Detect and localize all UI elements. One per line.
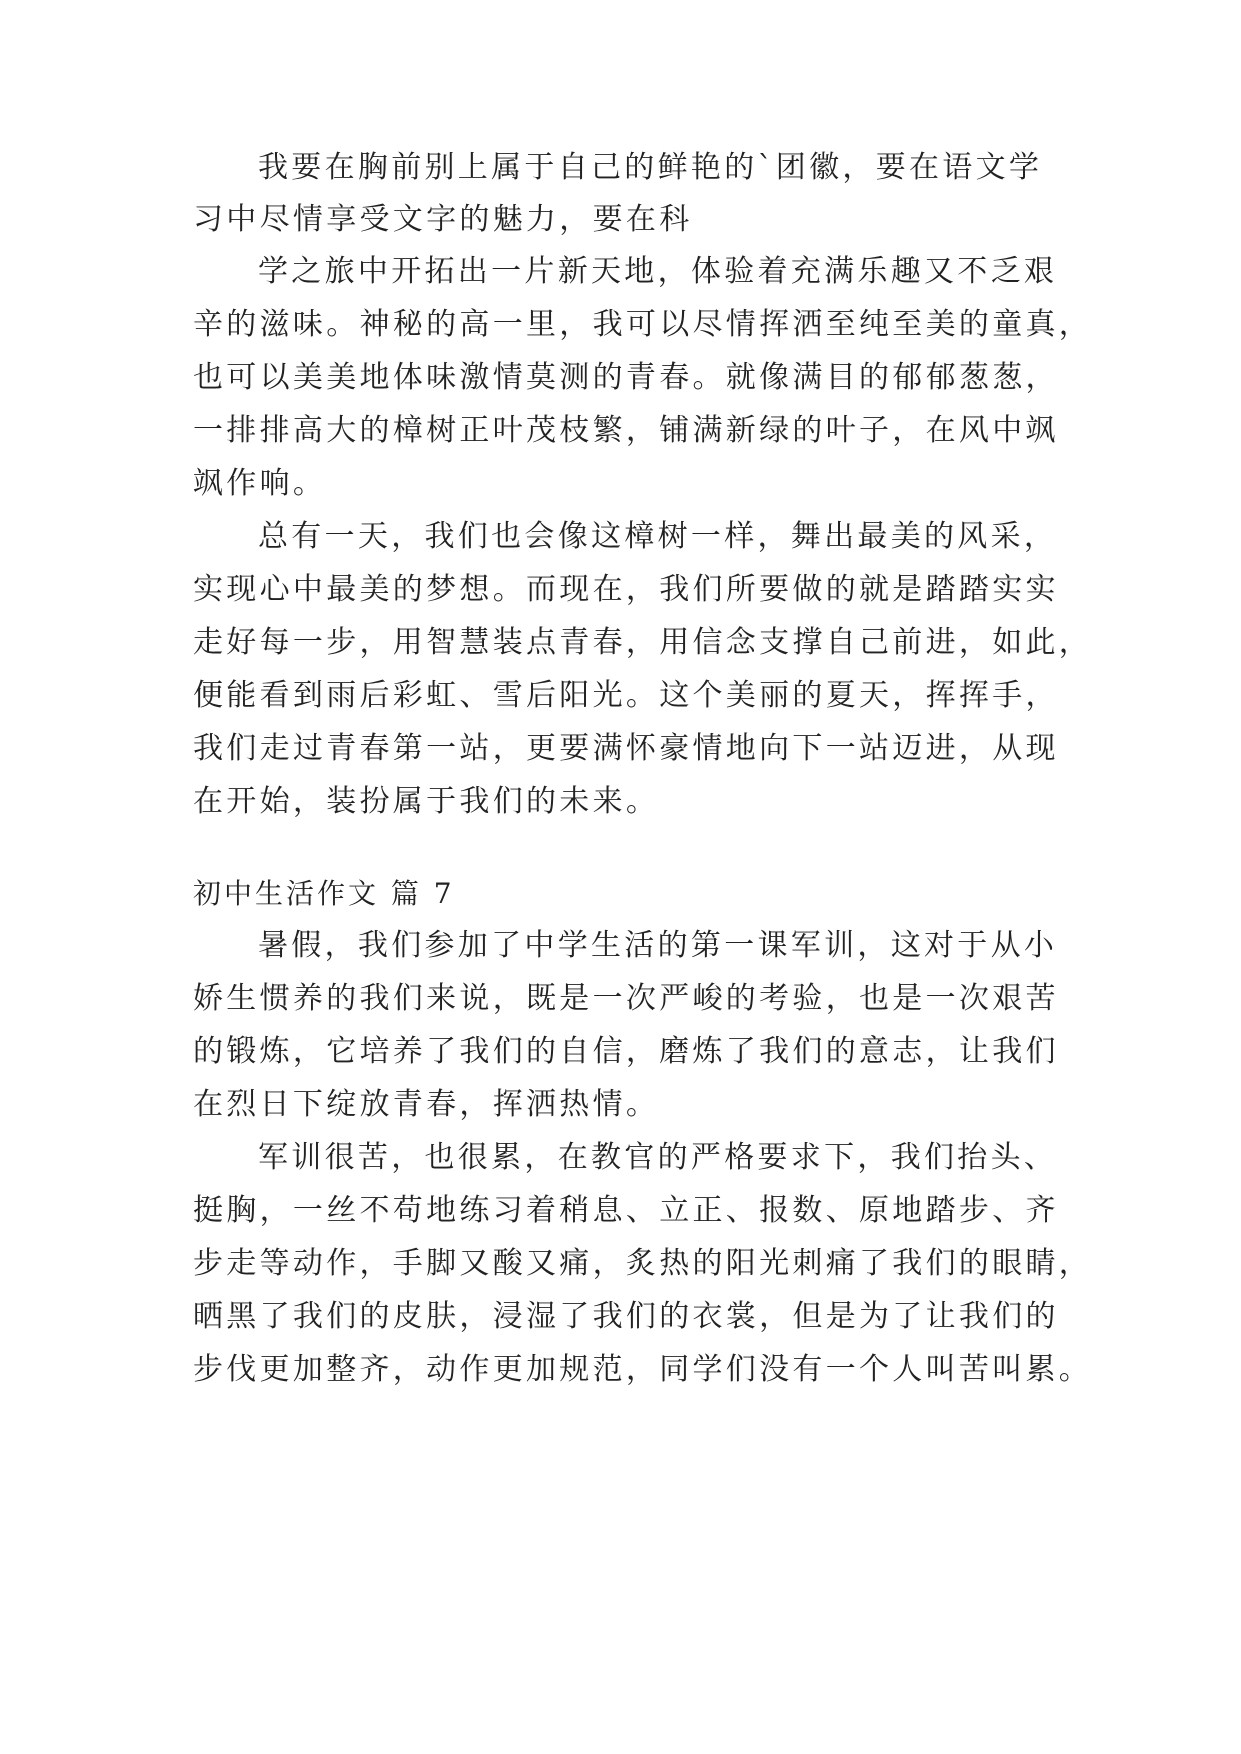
paragraph-2-line-2: 辛的滋味。神秘的高一里，我可以尽情挥洒至纯至美的童真，: [193, 307, 1093, 342]
paragraph-5-line-4: 晒黑了我们的皮肤，浸湿了我们的衣裳，但是为了让我们的: [193, 1299, 1059, 1334]
paragraph-4-line-3: 的锻炼，它培养了我们的自信，磨炼了我们的意志，让我们: [193, 1034, 1059, 1069]
paragraph-2-line-5: 飒作响。: [193, 466, 327, 501]
paragraph-4-line-2: 娇生惯养的我们来说，既是一次严峻的考验，也是一次艰苦: [193, 981, 1059, 1016]
paragraph-5-line-2: 挺胸，一丝不苟地练习着稍息、立正、报数、原地踏步、齐: [193, 1193, 1059, 1228]
paragraph-5-line-5: 步伐更加整齐，动作更加规范，同学们没有一个人叫苦叫累。: [193, 1352, 1093, 1387]
section-heading: 初中生活作文 篇 7: [193, 877, 455, 910]
paragraph-3-line-4: 便能看到雨后彩虹、雪后阳光。这个美丽的夏天，挥挥手，: [193, 678, 1059, 713]
paragraph-4-line-1: 暑假，我们参加了中学生活的第一课军训，这对于从小: [258, 928, 1058, 963]
paragraph-3-line-2: 实现心中最美的梦想。而现在，我们所要做的就是踏踏实实: [193, 572, 1059, 607]
paragraph-5-line-1: 军训很苦，也很累，在教官的严格要求下，我们抬头、: [258, 1140, 1058, 1175]
paragraph-3-line-6: 在开始，装扮属于我们的未来。: [193, 784, 660, 819]
paragraph-2-line-3: 也可以美美地体味激情莫测的青春。就像满目的郁郁葱葱，: [193, 360, 1059, 395]
paragraph-3-line-1: 总有一天，我们也会像这樟树一样，舞出最美的风采，: [258, 519, 1058, 554]
paragraph-2-line-1: 学之旅中开拓出一片新天地，体验着充满乐趣又不乏艰: [258, 254, 1058, 289]
paragraph-4-line-4: 在烈日下绽放青春，挥洒热情。: [193, 1087, 660, 1122]
paragraph-5-line-3: 步走等动作，手脚又酸又痛，炙热的阳光刺痛了我们的眼睛，: [193, 1246, 1093, 1281]
paragraph-2-line-4: 一排排高大的樟树正叶茂枝繁，铺满新绿的叶子，在风中飒: [193, 413, 1059, 448]
paragraph-1-line-2: 习中尽情享受文字的魅力，要在科: [193, 202, 693, 237]
paragraph-3-line-3: 走好每一步，用智慧装点青春，用信念支撑自己前进，如此，: [193, 625, 1093, 660]
paragraph-3-line-5: 我们走过青春第一站，更要满怀豪情地向下一站迈进，从现: [193, 731, 1059, 766]
paragraph-1-line-1: 我要在胸前别上属于自己的鲜艳的`团徽，要在语文学: [258, 150, 1043, 185]
